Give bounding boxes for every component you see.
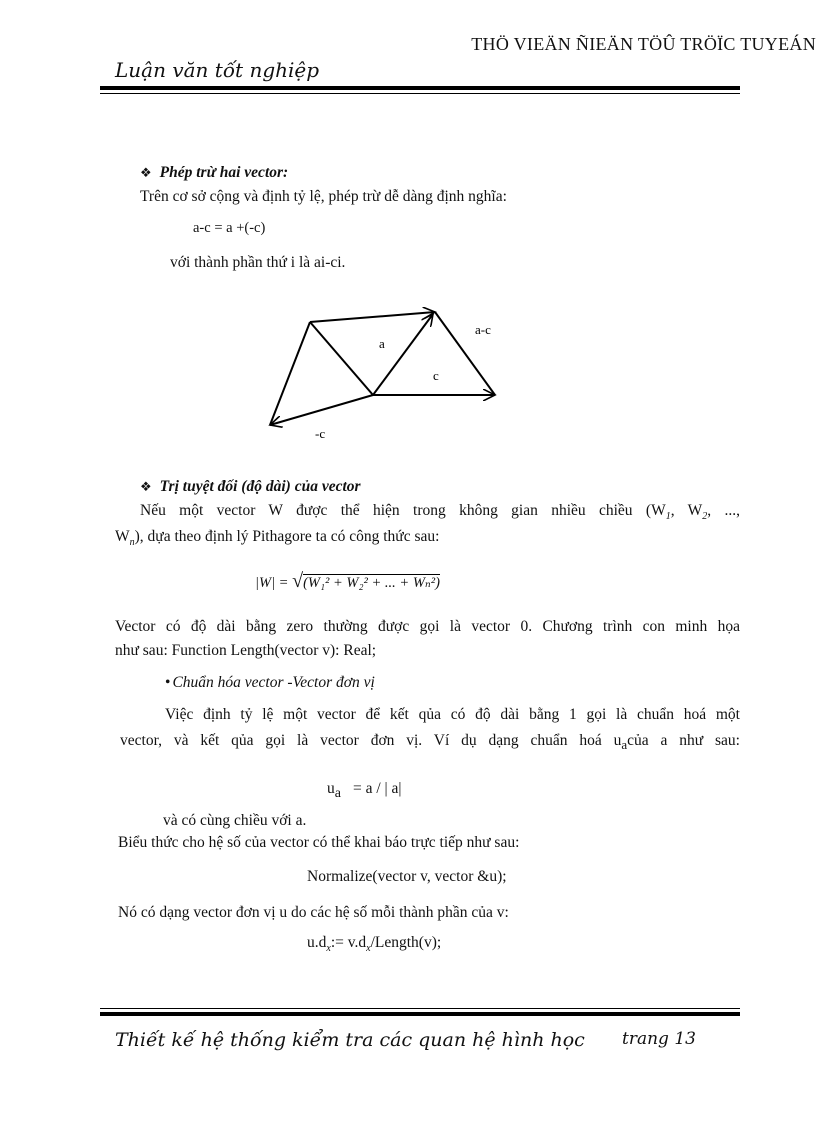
sqrt-icon: √ bbox=[292, 570, 304, 592]
subtraction-heading: ❖ Phép trừ hai vector: bbox=[140, 164, 289, 181]
diamond-bullet-icon: ❖ bbox=[140, 165, 152, 180]
subtraction-formula: a-c = a +(-c) bbox=[193, 220, 266, 236]
label-a: a bbox=[379, 336, 385, 351]
normalize-para-line-1: Việc định tỷ lệ một vector để kết qủa có độ dài bằng 1 gọi là chuẩn hoá một bbox=[165, 706, 740, 723]
footer-rule-thin bbox=[100, 1008, 740, 1009]
dot-bullet-icon: • bbox=[165, 674, 171, 691]
label-a-minus-c: a-c bbox=[475, 322, 491, 337]
zero-vector-line-1: Vector có độ dài bằng zero thường được gọi là vector 0. Chương trình con minh họa bbox=[115, 618, 740, 635]
unit-vector-code: $u.d_x:=$ $v.d_x/Length(v)$; bbox=[307, 934, 442, 954]
normalize-formula: ua = a / | a| bbox=[327, 780, 402, 801]
edge-left-outer bbox=[270, 322, 310, 425]
normalize-heading: • Chuẩn hóa vector -Vector đơn vị bbox=[165, 674, 375, 691]
normalize-code: Normalize(vector v, vector &u); bbox=[307, 868, 507, 885]
label-neg-c: -c bbox=[315, 426, 326, 441]
vector-ac-top bbox=[310, 312, 435, 322]
vector-subtraction-diagram bbox=[255, 300, 515, 450]
magnitude-formula: |W| = √(W₁² + W₂² + ... + Wₙ²) bbox=[255, 570, 440, 592]
page-number: trang 13 bbox=[622, 1029, 696, 1049]
footer-rule bbox=[100, 1012, 740, 1016]
footer-title: Thiết kế hệ thống kiểm tra các quan hệ hình học bbox=[115, 1029, 585, 1051]
header-rule bbox=[100, 86, 740, 90]
diamond-bullet-icon: ❖ bbox=[140, 479, 152, 494]
label-c: c bbox=[433, 368, 439, 383]
magnitude-line-2: $W_n$), dựa theo định lý Pithagore ta có công thức sau: bbox=[115, 528, 440, 548]
zero-vector-line-2: như sau: Function Length(vector v): Real; bbox=[115, 642, 377, 659]
same-direction-text: và có cùng chiều với a. bbox=[163, 812, 307, 829]
subtraction-intro: Trên cơ sở cộng và định tỷ lệ, phép trừ dễ dàng định nghĩa: bbox=[140, 188, 507, 205]
unit-vector-intro: Nó có dạng vector đơn vị u do các hệ số mỗi thành phần của v: bbox=[118, 904, 509, 921]
vector-negc bbox=[270, 395, 373, 425]
site-title: THÖ VIEÄN ÑIEÄN TÖÛ TRÖÏC TUYEÁN bbox=[471, 34, 816, 54]
magnitude-line-1: Nếu một vector W được thể hiện trong không gian nhiều chiều ($W_1$, $W_2$, ..., bbox=[140, 502, 741, 522]
expression-intro: Biểu thức cho hệ số của vector có thể khai báo trực tiếp như sau: bbox=[118, 834, 520, 851]
subtraction-component: với thành phần thứ i là ai-ci. bbox=[170, 254, 346, 271]
normalize-para-line-2: vector, và kết qủa gọi là vector đơn vị. Ví dụ dạng chuẩn hoá $u_acủa$ a như sau: bbox=[120, 732, 740, 752]
header-rule-thin bbox=[100, 93, 740, 94]
edge-left-top bbox=[310, 322, 373, 395]
magnitude-heading: ❖ Trị tuyệt đối (độ dài) của vector bbox=[140, 478, 361, 495]
document-label: Luận văn tốt nghiệp bbox=[115, 58, 320, 82]
vector-a bbox=[373, 314, 433, 395]
